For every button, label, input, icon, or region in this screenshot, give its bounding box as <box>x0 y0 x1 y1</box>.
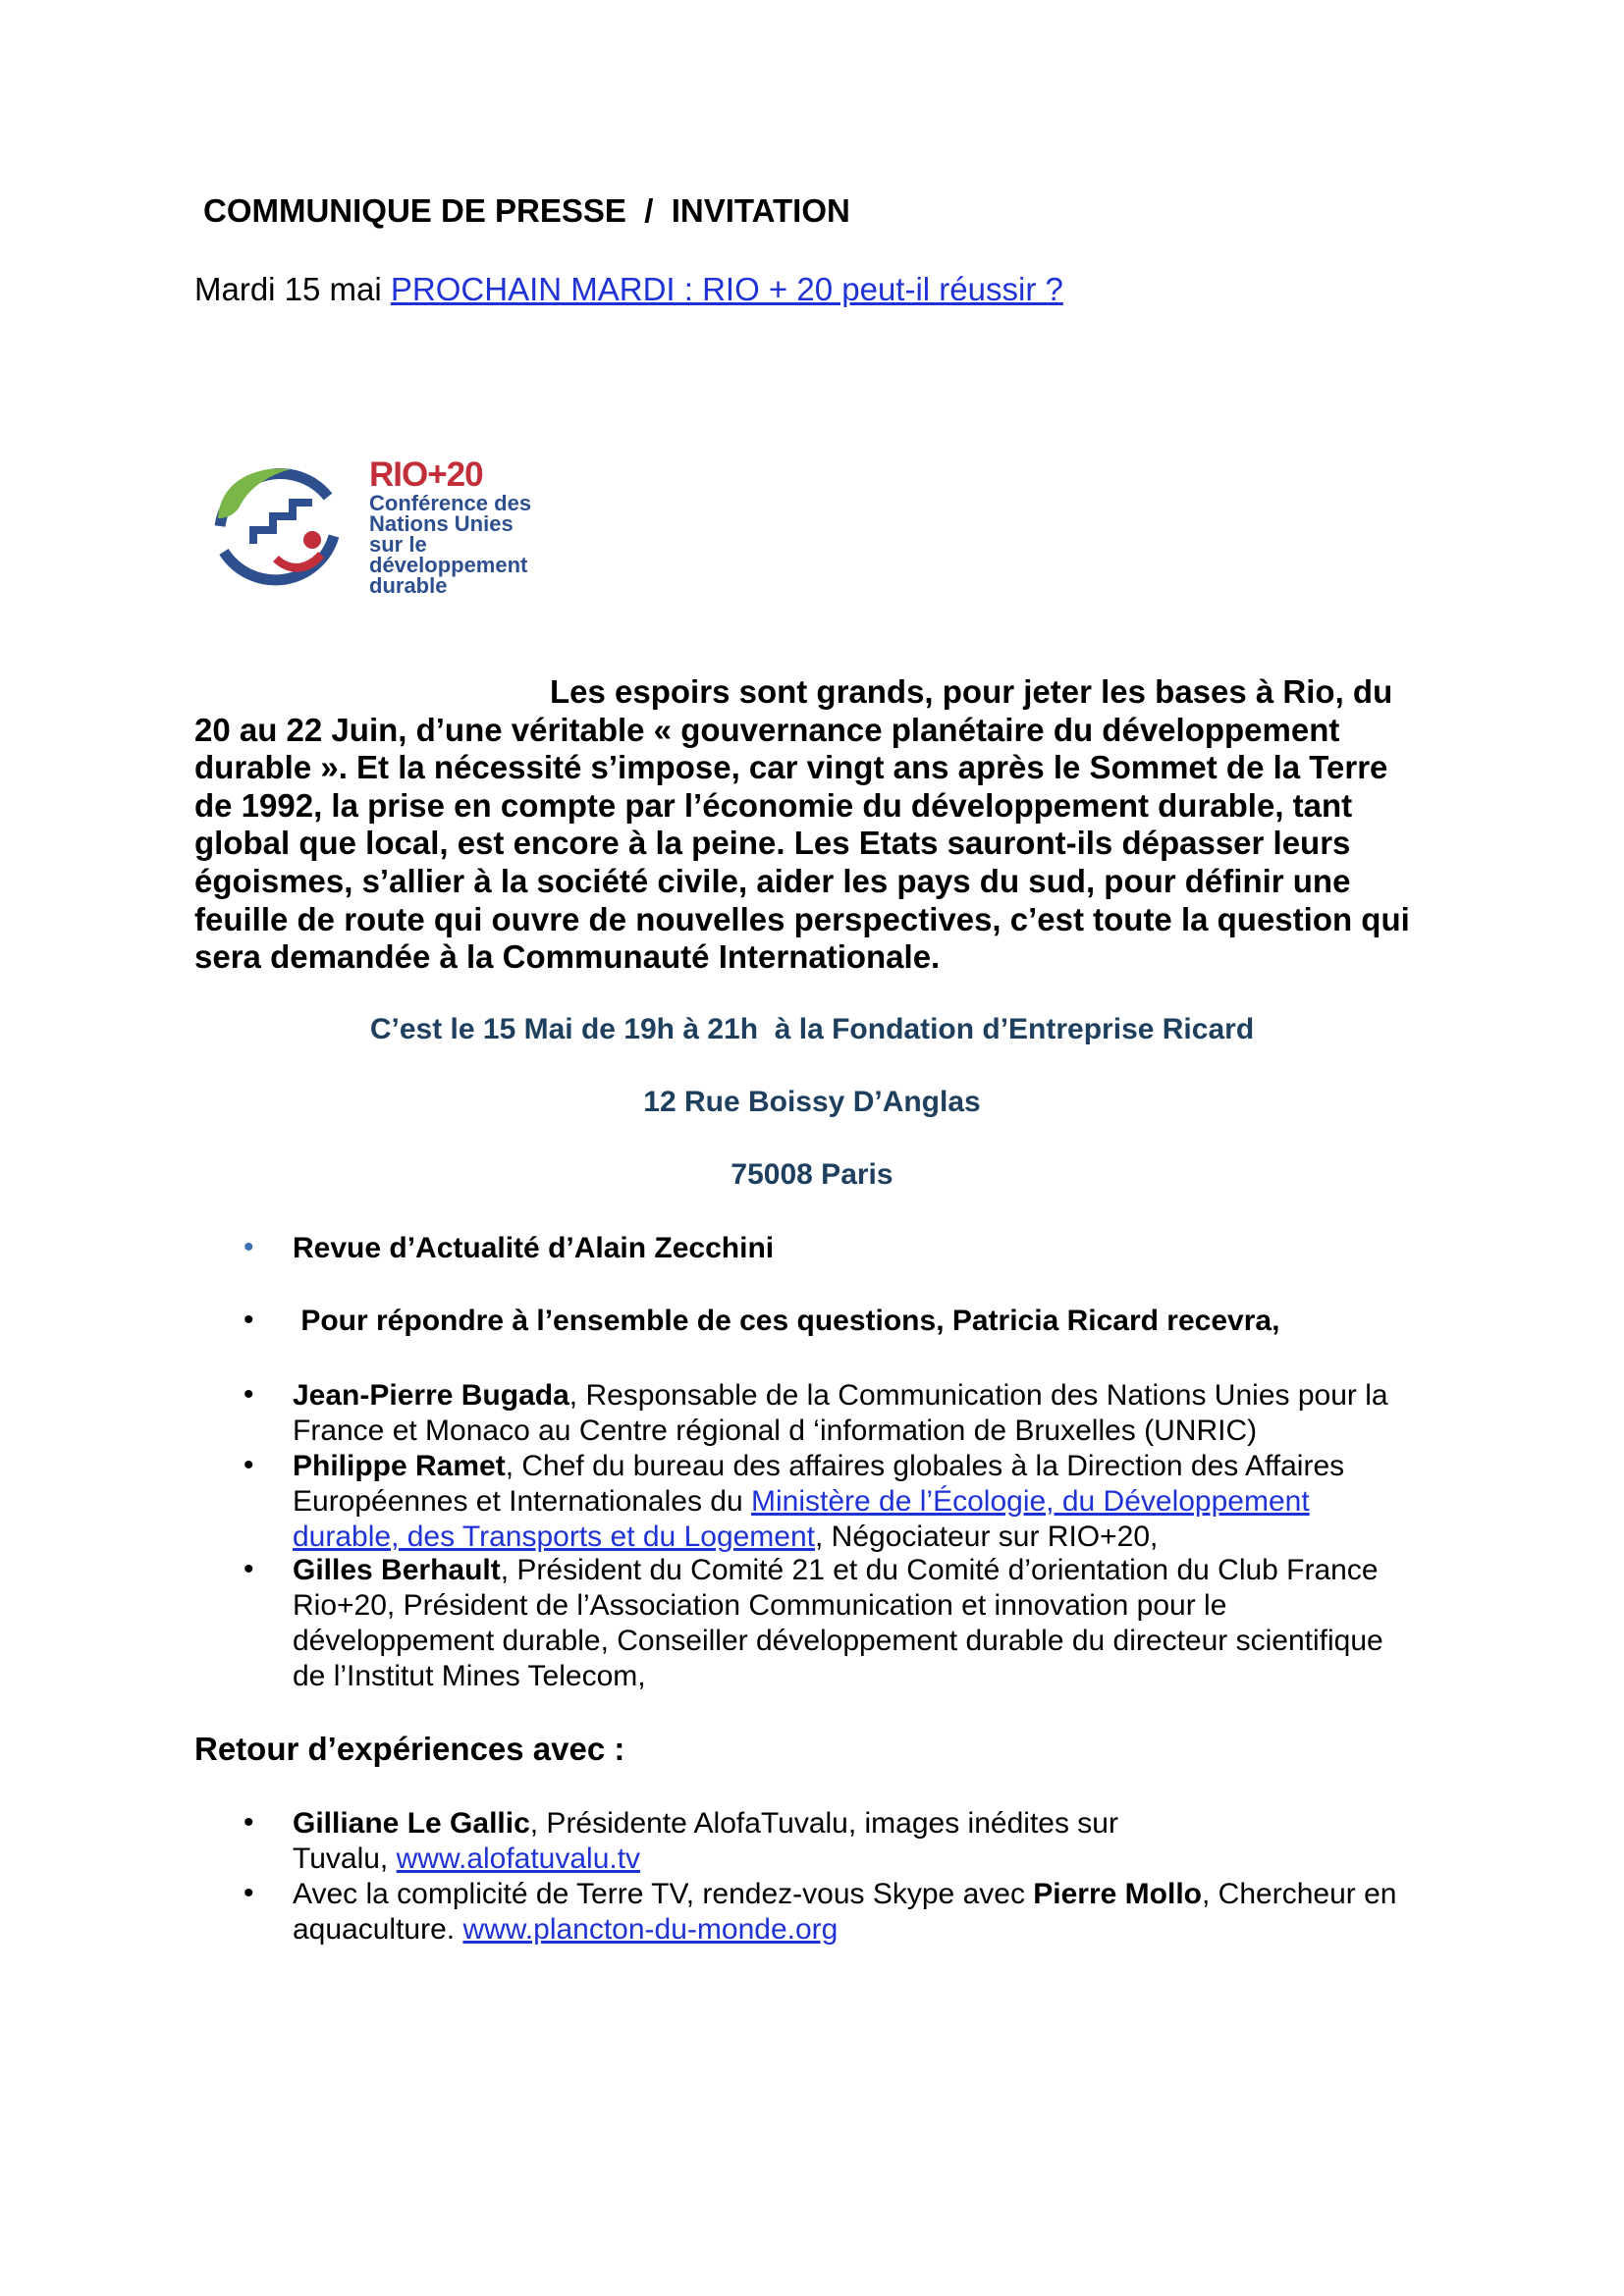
speaker-name: Philippe Ramet <box>293 1450 506 1482</box>
bullet-text <box>293 1553 1383 1694</box>
bullet-text <box>293 1806 1118 1877</box>
logo-line: sur le <box>369 532 427 557</box>
event-time-venue: C’est le 15 Mai de 19h à 21h à la Fondation d’Entreprise Ricard <box>369 1013 1255 1045</box>
speaker-desc: , Président du Comité 21 et du Comité d’orientation du Club France <box>500 1554 1379 1586</box>
bullet-text <box>293 1378 1388 1449</box>
ministry-link[interactable]: Ministère de l’Écologie, du Développement <box>751 1485 1310 1518</box>
bullet-icon: • <box>244 1806 254 1839</box>
speaker-desc: de l’Institut Mines Telecom, <box>293 1660 646 1692</box>
speaker-desc: , Responsable de la Communication des Nations Unies pour la <box>568 1379 1388 1412</box>
speaker-desc: , Chef du bureau des affaires globales à la Direction des Affaires <box>505 1450 1345 1482</box>
intro-line: égoismes, s’allier à la société civile, aider les pays du sud, pour définir une <box>194 862 1351 899</box>
speaker-name: Gilliane Le Gallic <box>293 1807 530 1840</box>
speaker-desc: développement durable, Conseiller développement durable du directeur scientifique <box>293 1625 1383 1657</box>
event-city: 75008 Paris <box>731 1158 893 1191</box>
logo-text <box>369 457 531 596</box>
bullet-text <box>293 1449 1344 1555</box>
bullet-text: Revue d’Actualité d’Alain Zecchini <box>293 1232 775 1264</box>
bullet-icon: • <box>244 1553 254 1585</box>
bullet-text: Pour répondre à l’ensemble de ces questions, Patricia Ricard recevra, <box>293 1305 1280 1337</box>
dateline <box>194 271 1063 308</box>
logo-line: durable <box>369 573 448 598</box>
plancton-link[interactable]: www.plancton-du-monde.org <box>462 1913 839 1946</box>
bullet-icon: • <box>244 1231 254 1263</box>
alofatuvalu-link[interactable]: www.alofatuvalu.tv <box>396 1842 641 1875</box>
speaker-name: Jean-Pierre Bugada <box>293 1379 569 1412</box>
speaker-desc: Rio+20, Président de l’Association Communication et innovation pour le <box>293 1589 1227 1622</box>
speaker-desc: , Présidente AlofaTuvalu, images inédites sur <box>529 1807 1118 1840</box>
logo-line: Nations Unies <box>369 511 514 536</box>
section-heading: Retour d’expériences avec : <box>194 1731 625 1767</box>
intro-line: 20 au 22 Juin, d’une véritable « gouvernance planétaire du développement <box>194 711 1340 748</box>
intro-line: sera demandée à la Communauté Internationale. <box>194 938 941 976</box>
bullet-icon: • <box>244 1449 254 1481</box>
speaker-desc: France et Monaco au Centre régional d ‘information de Bruxelles (UNRIC) <box>293 1415 1258 1447</box>
intro-line: global que local, est encore à la peine. Les Etats sauront-ils dépasser leurs <box>194 825 1351 862</box>
headline-link[interactable]: PROCHAIN MARDI : RIO + 20 peut-il réussir ? <box>390 271 1063 307</box>
intro-line: feuille de route qui ouvre de nouvelles perspectives, c’est toute la question qui <box>194 900 1410 937</box>
intro-line: durable ». Et la nécessité s’impose, car vingt ans après le Sommet de la Terre <box>194 749 1388 786</box>
ministry-link-continued[interactable]: durable, des Transports et du Logement <box>293 1521 816 1553</box>
speaker-desc: Européennes et Internationales du <box>293 1485 752 1518</box>
event-street: 12 Rue Boissy D’Anglas <box>643 1086 981 1118</box>
intro-line: de 1992, la prise en compte par l’économie du développement durable, tant <box>194 786 1353 824</box>
speaker-desc: aquaculture. <box>293 1913 463 1946</box>
logo-line: développement <box>369 553 528 577</box>
speaker-name: Gilles Berhault <box>293 1554 501 1586</box>
date-prefix: Mardi 15 mai <box>194 271 391 307</box>
speaker-desc: Tuvalu, <box>293 1842 397 1875</box>
speaker-desc: , Négociateur sur RIO+20, <box>815 1521 1159 1553</box>
intro-paragraph <box>194 673 1441 977</box>
speaker-desc: Avec la complicité de Terre TV, rendez-vous Skype avec <box>293 1878 1034 1910</box>
intro-line: Les espoirs sont grands, pour jeter les bases à Rio, du <box>550 673 1393 710</box>
logo-line: Conférence des <box>369 491 532 515</box>
bullet-text <box>293 1877 1396 1948</box>
bullet-icon: • <box>244 1378 254 1411</box>
speaker-name: Pierre Mollo <box>1033 1878 1202 1910</box>
speaker-desc: , Chercheur en <box>1202 1878 1397 1910</box>
logo-title: RIO+20 <box>369 455 483 494</box>
bullet-icon: • <box>244 1877 254 1909</box>
bullet-icon: • <box>244 1304 254 1336</box>
page-title: COMMUNIQUE DE PRESSE / INVITATION <box>203 192 850 229</box>
